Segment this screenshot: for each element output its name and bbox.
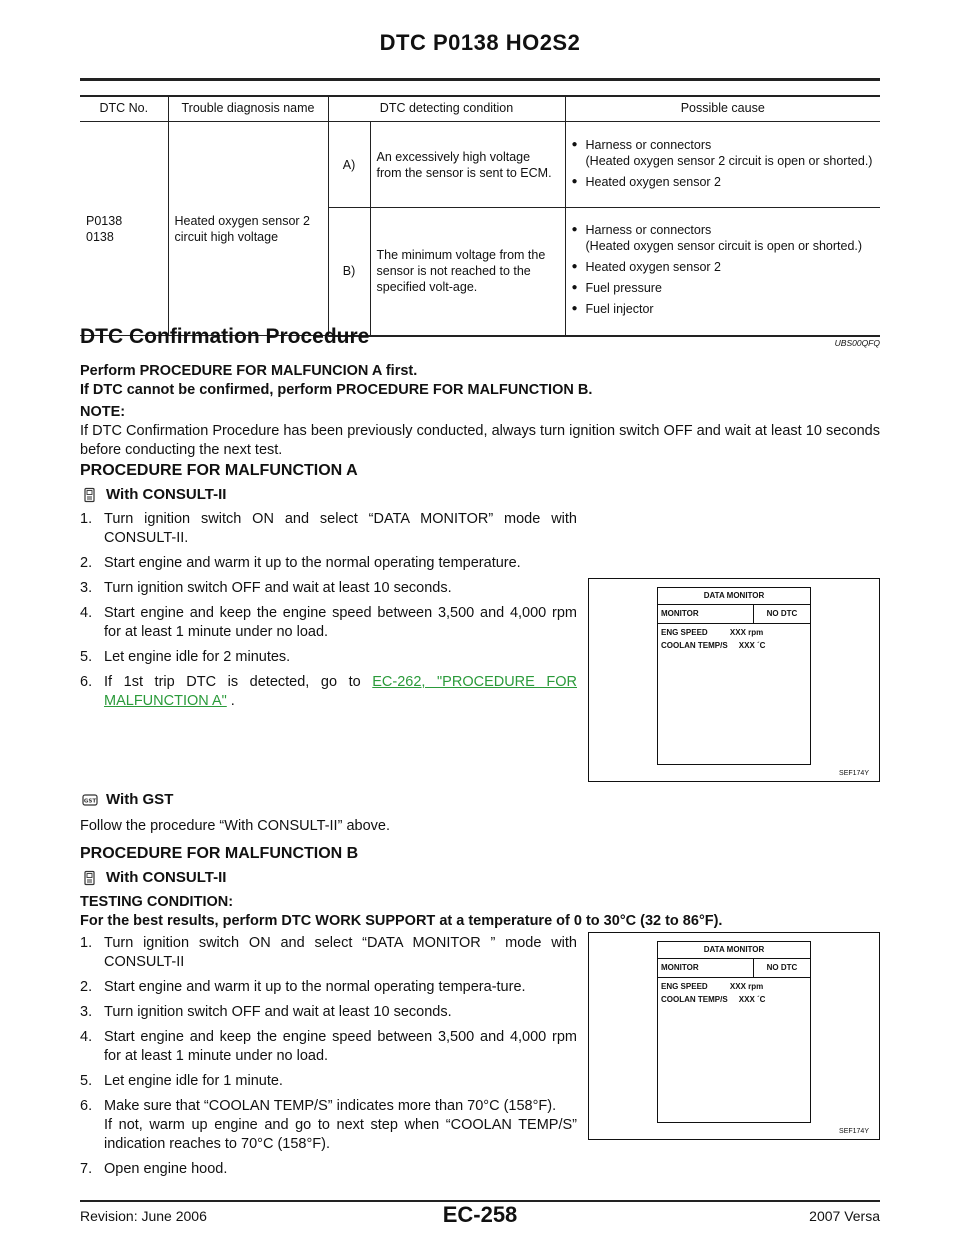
monitor-header-row: MONITOR NO DTC (658, 605, 810, 624)
col-header-condition: DTC detecting condition (328, 96, 565, 122)
monitor-screen (657, 587, 811, 765)
header-rule (80, 78, 880, 81)
monitor-line: ENG SPEED XXX rpm (661, 628, 764, 637)
list-item: 5. Let engine idle for 1 minute. (80, 1073, 283, 1089)
monitor-screen (657, 941, 811, 1123)
monitor-line: ENG SPEED XXX rpm (661, 982, 764, 991)
procedure-a-link[interactable]: EC-262, "PROCEDURE FOR MALFUNCTION A" (104, 674, 578, 709)
proc-a-heading: PROCEDURE FOR MALFUNCTION A (80, 462, 358, 479)
col-header-dtc-no: DTC No. (80, 96, 168, 122)
cause-cell (565, 208, 880, 336)
list-item: 1. Turn ignition switch ON and select “DATA MONITOR” mode with CONSULT-II. (80, 511, 577, 546)
consult-tool-icon (82, 870, 98, 886)
list-item: 7. Open engine hood. (80, 1161, 228, 1177)
monitor-title: DATA MONITOR (658, 588, 810, 605)
consult-tool-icon (82, 487, 98, 503)
cause-item: ● Harness or connectors (Heated oxygen sensor circuit is open or shorted.) (572, 222, 875, 254)
list-item: 3. Turn ignition switch OFF and wait at least 10 seconds. (80, 580, 452, 596)
list-item: 5. Let engine idle for 2 minutes. (80, 649, 291, 665)
data-monitor-figure (588, 932, 880, 1140)
col-header-diag-name: Trouble diagnosis name (168, 96, 328, 122)
dtc-no-cell (80, 122, 168, 336)
list-item: 3. Turn ignition switch OFF and wait at least 10 seconds. (80, 1004, 452, 1020)
list-item: 1. Turn ignition switch ON and select “DATA MONITOR ” mode with CONSULT-II (80, 935, 577, 970)
monitor-line: COOLAN TEMP/S XXX ´C (661, 995, 766, 1004)
list-item: 2. Start engine and warm it up to the normal operating temperature. (80, 555, 521, 571)
list-item: 2. Start engine and warm it up to the normal operating tempera-ture. (80, 979, 526, 995)
data-monitor-figure (588, 578, 880, 782)
testing-condition: TESTING CONDITION: For the best results, perform DTC WORK SUPPORT at a temperature of 0 to 30°C (32 to 86°F). (80, 894, 723, 929)
proc-b-heading: PROCEDURE FOR MALFUNCTION B (80, 845, 359, 862)
cause-item: ● Fuel pressure (572, 280, 875, 296)
gst-tool-icon (82, 792, 98, 808)
footer-revision: Revision: June 2006 (80, 1208, 207, 1224)
footer-model: 2007 Versa (809, 1208, 880, 1224)
page-title: DTC P0138 HO2S2 (379, 30, 581, 55)
intro-text: Perform PROCEDURE FOR MALFUNCION A first. If DTC cannot be confirmed, perform PROCEDURE FOR MALFUNCTION B. (80, 363, 593, 398)
cause-item: ● Harness or connectors (Heated oxygen sensor 2 circuit is open or shorted.) (572, 137, 875, 169)
list-item: 4. Start engine and keep the engine speed between 3,500 and 4,000 rpm for at least 1 minute under no load. (80, 1029, 577, 1064)
list-item: 6. Make sure that “COOLAN TEMP/S” indicates more than 70°C (158°F). If not, warm up engine and go to next step when “COOLAN TEMP/S” indication reaches to 70°C (158°F). (80, 1098, 577, 1152)
list-item: 6. If 1st trip DTC is detected, go to EC-262, "PROCEDURE FOR MALFUNCTION A" . (80, 674, 578, 709)
footer-page-number: EC-258 (442, 1202, 518, 1227)
proc-b-consult-label: With CONSULT-II (82, 869, 226, 886)
col-header-cause: Possible cause (565, 96, 880, 122)
row-label: A) (328, 122, 370, 208)
monitor-line: COOLAN TEMP/S XXX ´C (661, 641, 766, 650)
table-row (80, 122, 880, 208)
cause-item: ● Heated oxygen sensor 2 (572, 174, 875, 190)
dtc-no-secondary: 0138 (86, 229, 114, 244)
gst-text: Follow the procedure “With CONSULT-II” above. (80, 818, 390, 834)
svg-text:GST: GST (83, 798, 97, 804)
figure-tag: SEF174Y (839, 1128, 869, 1135)
proc-a-consult-label: With CONSULT-II (82, 486, 226, 503)
table-header-row (80, 96, 880, 122)
proc-a-steps (80, 510, 577, 717)
section-code: UBS00QFQ (834, 338, 880, 348)
list-item: 4. Start engine and keep the engine speed between 3,500 and 4,000 rpm for at least 1 minute under no load. (80, 605, 577, 640)
cause-cell (565, 122, 880, 208)
diag-name-cell: Heated oxygen sensor 2 circuit high voltage (168, 122, 328, 336)
cause-item: ● Fuel injector (572, 301, 875, 317)
condition-cell: An excessively high voltage from the sensor is sent to ECM. (370, 122, 565, 208)
note-block: NOTE: If DTC Confirmation Procedure has been previously conducted, always turn ignition switch OFF and wait at least 10 seconds before conducting the next test. (80, 404, 880, 458)
condition-cell: The minimum voltage from the sensor is not reached to the specified volt-age. (370, 208, 565, 336)
proc-a-gst-label: GST With GST (83, 791, 174, 808)
row-label: B) (328, 208, 370, 336)
dtc-no-primary: P0138 (86, 213, 123, 228)
cause-item: ● Heated oxygen sensor 2 (572, 259, 875, 275)
proc-b-steps (80, 934, 577, 1185)
dtc-table (80, 95, 880, 337)
figure-tag: SEF174Y (839, 770, 869, 777)
monitor-header-row: MONITOR NO DTC (658, 959, 810, 978)
section-title: DTC Confirmation Procedure (80, 325, 370, 348)
monitor-title: DATA MONITOR (658, 942, 810, 959)
